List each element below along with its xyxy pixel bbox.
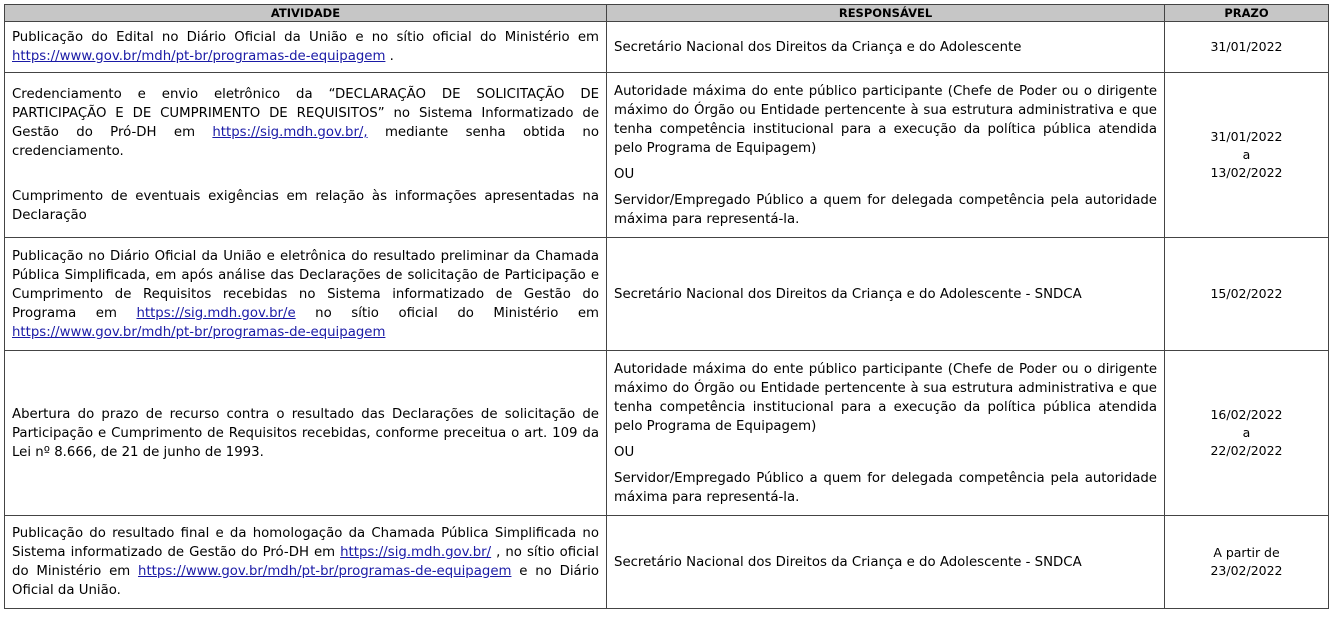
activity-paragraph <box>12 85 599 161</box>
activity-text: e no Diário Oficial da União. <box>12 564 599 598</box>
sig-link[interactable]: https://sig.mdh.gov.br/, <box>212 125 368 140</box>
deadline-cell <box>1165 238 1329 351</box>
deadline-start: A partir de <box>1213 545 1280 560</box>
activity-text: mediante senha obtida no credenciamento. <box>12 125 599 159</box>
equipagem-link[interactable]: https://www.gov.br/mdh/pt-br/programas-de-equipagem <box>138 564 512 579</box>
activity-text: . <box>385 49 394 64</box>
schedule-table <box>4 4 1329 609</box>
activity-paragraph: Cumprimento de eventuais exigências em relação às informações apresentadas na Declaração <box>12 189 599 223</box>
deadline-cell <box>1165 73 1329 238</box>
responsible-cell: Secretário Nacional dos Direitos da Criança e do Adolescente - SNDCA <box>607 238 1165 351</box>
activity-text: Abertura do prazo de recurso contra o resultado das Declarações de solicitação de Participação e Cumprimento de Requisitos recebidas, conforme preceitua o art. 109 da Lei nº 8.666, de 21 de junho de 1993. <box>12 406 599 460</box>
spacer <box>12 161 599 187</box>
responsible-cell: Secretário Nacional dos Direitos da Criança e do Adolescente - SNDCA <box>607 516 1165 609</box>
activity-cell <box>5 516 607 609</box>
deadline-end: 13/02/2022 <box>1210 165 1283 180</box>
table-row <box>5 238 1329 351</box>
responsible-paragraph: Servidor/Empregado Público a quem for delegada competência pela autoridade máxima para representá-la. <box>614 470 1157 505</box>
deadline-cell <box>1165 22 1329 73</box>
responsible-or: OU <box>614 444 635 460</box>
activity-text: Publicação no Diário Oficial da União e eletrônica do resultado preliminar da Chamada Pública Simplificada, em após análise das Declarações de solicitação de Participação e Cumprimento de Requisitos recebidas no Sistema informatizado de Gestão do Programa em <box>12 248 599 321</box>
deadline-start: 31/01/2022 <box>1210 129 1283 144</box>
deadline-separator: a <box>1242 147 1251 162</box>
activity-text: Publicação do resultado final e da homologação da Chamada Pública Simplificada no Sistema informatizado de Gestão do Pró-DH em <box>12 526 599 560</box>
activity-cell <box>5 22 607 73</box>
responsible-or: OU <box>614 166 635 182</box>
deadline-date: 31/01/2022 <box>1210 39 1283 54</box>
deadline-date: 23/02/2022 <box>1210 563 1283 578</box>
equipagem-link[interactable]: https://www.gov.br/mdh/pt-br/programas-de-equipagem <box>12 49 386 64</box>
activity-text: Credenciamento e envio eletrônico da “DECLARAÇÃO DE SOLICITAÇÃO DE PARTICIPAÇÃO E DE CUMPRIMENTO DE REQUISITOS” no Sistema Informatizado de Gestão do Pró-DH em <box>12 87 599 140</box>
activity-cell <box>5 238 607 351</box>
responsible-cell: Secretário Nacional dos Direitos da Criança e do Adolescente <box>607 22 1165 73</box>
table-row <box>5 73 1329 238</box>
activity-text: Publicação do Edital no Diário Oficial da União e no sítio oficial do Ministério em <box>12 30 599 45</box>
activity-text: no sítio oficial do Ministério em <box>295 305 599 321</box>
table-row <box>5 22 1329 73</box>
deadline-separator: a <box>1242 425 1251 440</box>
deadline-date: 15/02/2022 <box>1210 286 1283 301</box>
header-deadline: PRAZO <box>1165 5 1329 22</box>
table-row <box>5 351 1329 516</box>
sig-link[interactable]: https://sig.mdh.gov.br/ <box>340 545 492 560</box>
activity-cell <box>5 351 607 516</box>
responsible-paragraph: Autoridade máxima do ente público participante (Chefe de Poder ou o dirigente máximo do Órgão ou Entidade pertencente à sua estrutura administrativa e que tenha competência institucional para a execução da política pública atendida pelo Programa de Equipagem) <box>614 361 1157 434</box>
activity-text: , no sítio oficial do Ministério em <box>12 545 599 579</box>
responsible-paragraph: Autoridade máxima do ente público participante (Chefe de Poder ou o dirigente máximo do Órgão ou Entidade pertencente à sua estrutura administrativa e que tenha competência institucional para a execução da política pública atendida pelo Programa de Equipagem) <box>614 83 1157 156</box>
header-activity: ATIVIDADE <box>5 5 607 22</box>
header-row <box>5 5 1329 22</box>
deadline-cell <box>1165 516 1329 609</box>
deadline-cell <box>1165 351 1329 516</box>
header-responsible: RESPONSÁVEL <box>607 5 1165 22</box>
responsible-cell <box>607 73 1165 238</box>
activity-cell <box>5 73 607 238</box>
responsible-paragraph: Servidor/Empregado Público a quem for delegada competência pela autoridade máxima para representá-la. <box>614 192 1157 227</box>
deadline-end: 22/02/2022 <box>1210 443 1283 458</box>
deadline-start: 16/02/2022 <box>1210 407 1283 422</box>
sig-link[interactable]: https://sig.mdh.gov.br/e <box>136 305 296 321</box>
table-row <box>5 516 1329 609</box>
equipagem-link[interactable]: https://www.gov.br/mdh/pt-br/programas-de-equipagem <box>12 324 386 340</box>
responsible-cell <box>607 351 1165 516</box>
